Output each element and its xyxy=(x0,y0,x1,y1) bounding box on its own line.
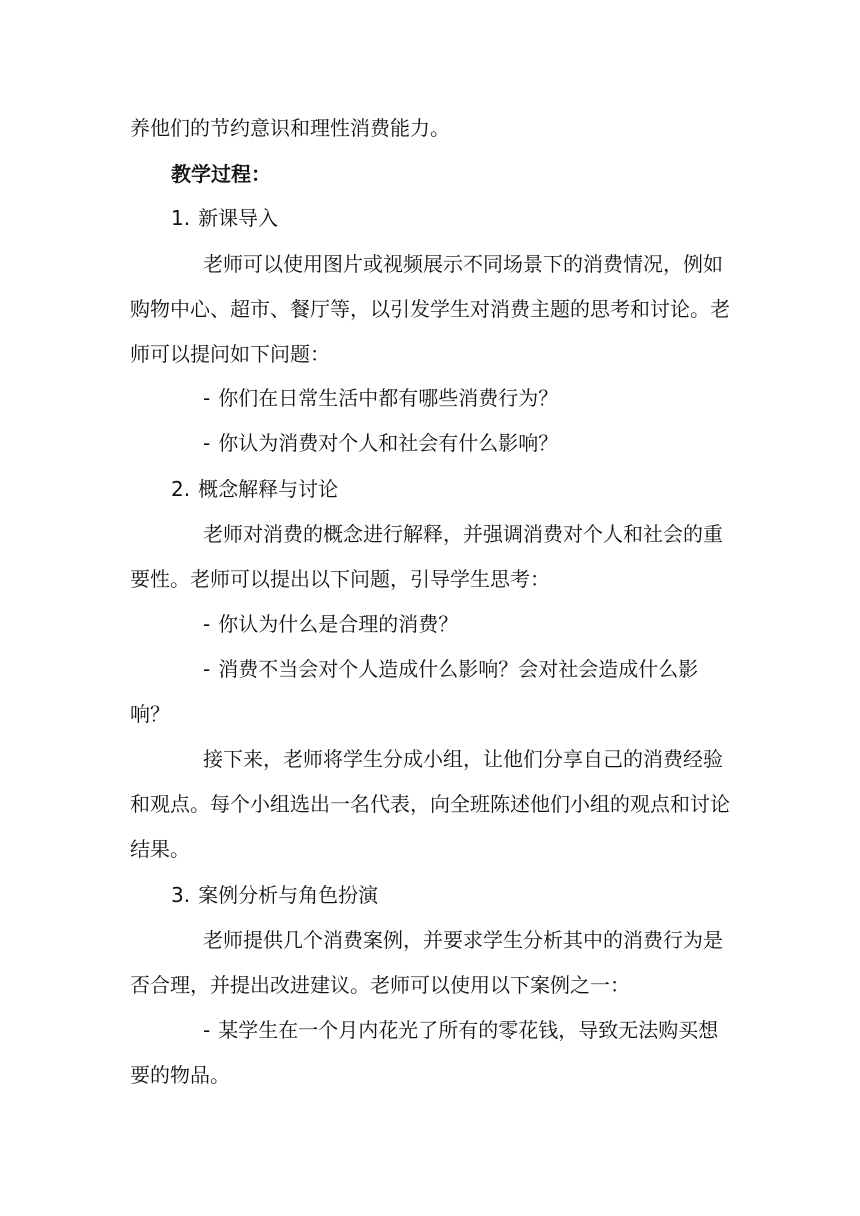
section-2-para2-line-3: 结果。 xyxy=(130,837,190,861)
section-2-number: 2. xyxy=(171,477,191,501)
section-1-title xyxy=(171,206,278,230)
question-text: 你认为什么是合理的消费？ xyxy=(218,612,459,636)
section-2-title xyxy=(171,477,338,501)
section-1-number: 1. xyxy=(171,206,191,230)
dash-bullet: - xyxy=(203,1018,211,1042)
dash-bullet: - xyxy=(203,431,211,455)
section-2-question-2-line-2: 响？ xyxy=(130,702,170,726)
section-2-para2-line-1: 接下来，老师将学生分成小组，让他们分享自己的消费经验 xyxy=(203,747,723,771)
intro-tail-line: 养他们的节约意识和理性消费能力。 xyxy=(130,116,450,140)
section-3-case-1-line-1 xyxy=(203,1018,718,1042)
section-1-question-2 xyxy=(203,431,558,455)
section-1-title-text: 新课导入 xyxy=(198,206,279,230)
section-3-number: 3. xyxy=(171,883,191,907)
section-1-para-line-2: 购物中心、超市、餐厅等，以引发学生对消费主题的思考和讨论。老 xyxy=(130,297,730,321)
section-2-question-1 xyxy=(203,612,458,636)
question-text: 你们在日常生活中都有哪些消费行为？ xyxy=(218,386,559,410)
dash-bullet: - xyxy=(203,657,211,681)
section-2-question-2-line-1 xyxy=(203,657,698,681)
dash-bullet: - xyxy=(203,386,211,410)
section-3-para-line-2: 否合理，并提出改进建议。老师可以使用以下案例之一： xyxy=(130,973,630,997)
section-1-question-1 xyxy=(203,386,558,410)
section-2-title-text: 概念解释与讨论 xyxy=(198,477,339,501)
question-text: 你认为消费对个人和社会有什么影响？ xyxy=(218,431,559,455)
question-text: 消费不当会对个人造成什么影响？会对社会造成什么影 xyxy=(218,657,699,681)
dash-bullet: - xyxy=(203,612,211,636)
section-2-para-line-1: 老师对消费的概念进行解释，并强调消费对个人和社会的重 xyxy=(203,522,723,546)
case-text: 某学生在一个月内花光了所有的零花钱，导致无法购买想 xyxy=(218,1018,719,1042)
section-2-para2-line-2: 和观点。每个小组选出一名代表，向全班陈述他们小组的观点和讨论 xyxy=(130,792,730,816)
section-3-title-text: 案例分析与角色扮演 xyxy=(198,883,379,907)
section-3-para-line-1: 老师提供几个消费案例，并要求学生分析其中的消费行为是 xyxy=(203,928,723,952)
section-1-para-line-1: 老师可以使用图片或视频展示不同场景下的消费情况，例如 xyxy=(203,252,723,276)
teaching-process-heading: 教学过程： xyxy=(171,162,271,186)
section-3-case-1-line-2: 要的物品。 xyxy=(130,1063,230,1087)
section-3-title xyxy=(171,883,378,907)
section-1-para-line-3: 师可以提问如下问题： xyxy=(130,342,330,366)
section-2-para-line-2: 要性。老师可以提出以下问题，引导学生思考： xyxy=(130,567,550,591)
